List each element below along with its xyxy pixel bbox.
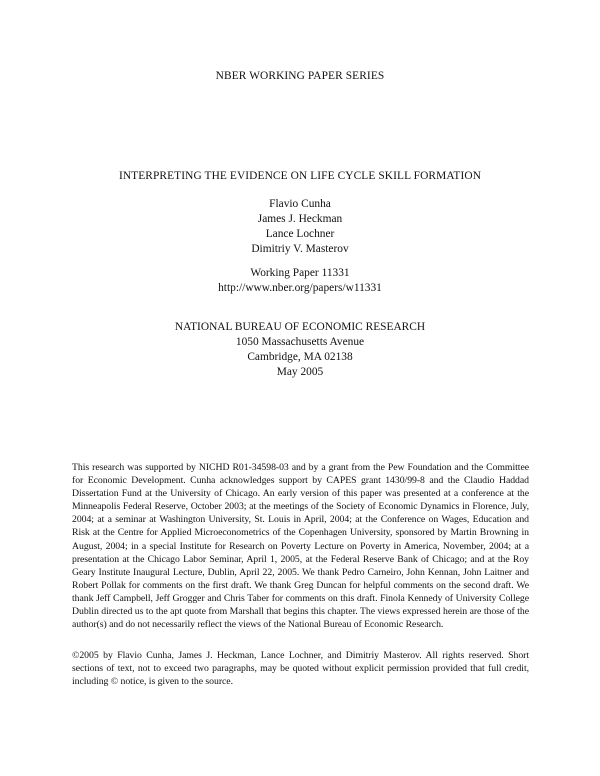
author-name: Dimitriy V. Masterov [251, 243, 349, 255]
publication-date: May 2005 [276, 366, 324, 378]
publisher-address: 1050 Massachusetts Avenue [235, 336, 365, 348]
publisher-city: Cambridge, MA 02138 [247, 351, 353, 363]
series-header: NBER WORKING PAPER SERIES [215, 70, 385, 82]
author-list [0, 197, 600, 257]
working-paper-url[interactable]: http://www.nber.org/papers/w11331 [218, 282, 382, 294]
acknowledgements-paragraph: This research was supported by NICHD R01-34598-03 and by a grant from the Pew Foundation and the Committee for Economic Development. Cunha acknowledges support by CAPES grant 1430/99-8 and the Claudio Haddad Dissertation Fund at the University of Chicago. An early version of this paper was presented at a conference at the Minneapolis Federal Reserve, October 2003; at the meetings of the Society of Economic Dynamics in Florence, July, 2004; at a seminar at Washington University, St. Louis in April, 2004; at the Conference on Wages, Education and Risk at the Centre for Applied Microeconometrics of the Copenhagen University, sponsored by Martin Browning in August, 2004; in a special Institute for Research on Poverty Lecture on Poverty in America, November, 2004; at a presentation at the Chicago Labor Seminar, April 1, 2005, at the Federal Reserve Bank of Chicago; and at the Roy Geary Institute Inaugural Lecture, Dublin, April 22, 2005. We thank Pedro Carneiro, John Kennan, John Laitner and Robert Pollak for comments on the first draft. We thank Greg Duncan for helpful comments on the second draft. We thank Jeff Campbell, Jeff Grogger and Chris Taber for comments on this draft. Finola Kennedy of University College Dublin directed us to the apt quote from Marshall that begins this chapter. The views expressed herein are those of the author(s) and do not necessarily reflect the views of the National Bureau of Economic Research. [72, 462, 529, 631]
publisher-block [0, 320, 600, 380]
copyright-notice: ©2005 by Flavio Cunha, James J. Heckman, Lance Lochner, and Dimitriy Masterov. All rights reserved. Short sections of text, not to exceed two paragraphs, may be quoted without explicit permission provided that full credit, including © notice, is given to the source. [72, 650, 529, 688]
working-paper-info [0, 266, 600, 296]
working-paper-number: Working Paper 11331 [250, 267, 350, 279]
paper-title: INTERPRETING THE EVIDENCE ON LIFE CYCLE SKILL FORMATION [118, 170, 482, 182]
publisher-name: NATIONAL BUREAU OF ECONOMIC RESEARCH [174, 321, 426, 333]
author-name: James J. Heckman [257, 213, 343, 225]
author-name: Lance Lochner [265, 228, 335, 240]
author-name: Flavio Cunha [269, 198, 331, 210]
